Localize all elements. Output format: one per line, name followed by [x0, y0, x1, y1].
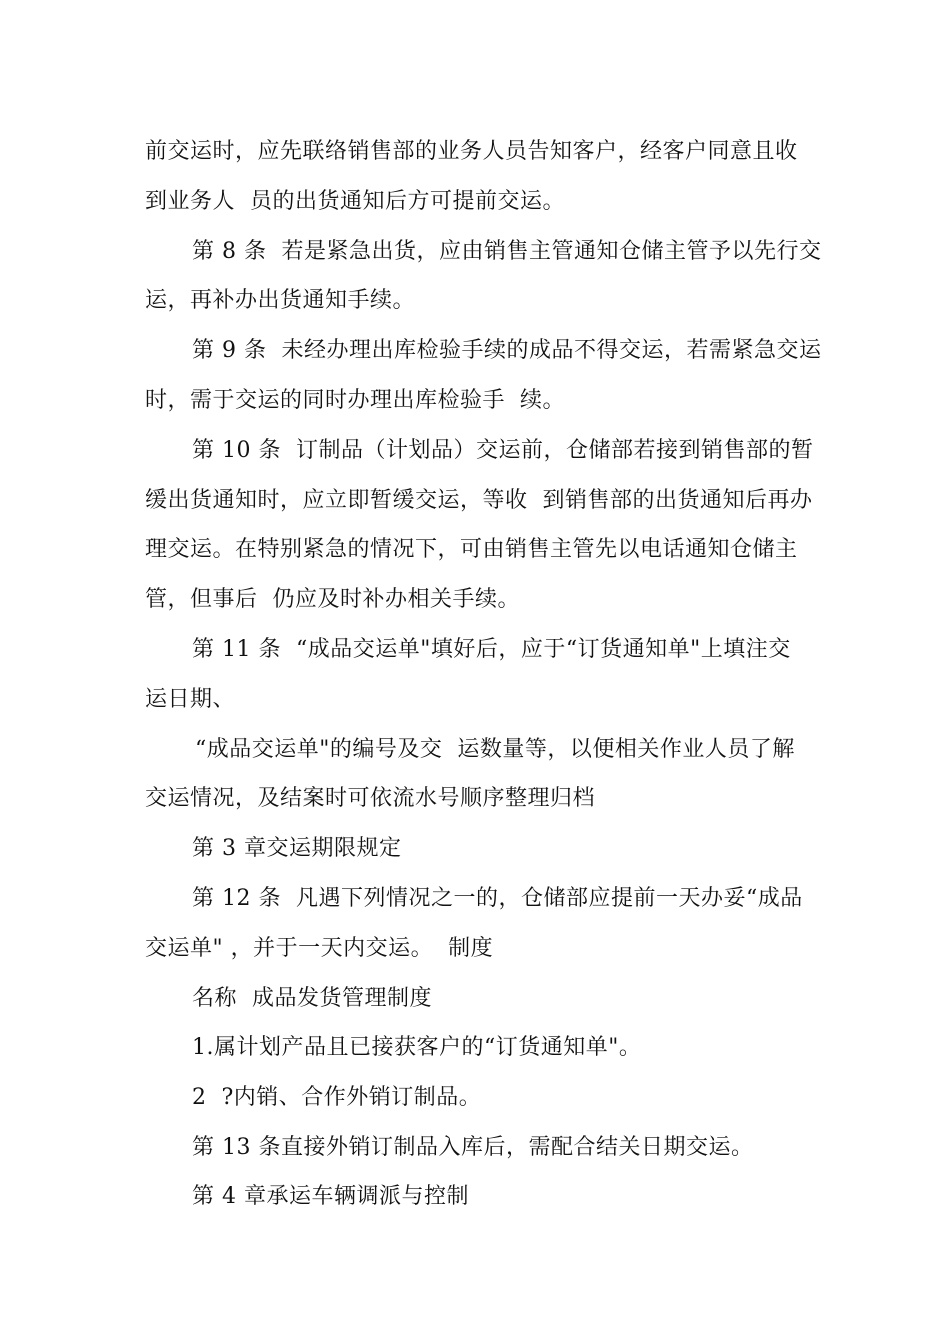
text-line: 名称 成品发货管理制度 [192, 986, 432, 1011]
text-line: 前交运时，应先联络销售部的业务人员告知客户，经客户同意且收 [145, 139, 798, 164]
text-line: 第 10 条 订制品（计划品）交运前，仓储部若接到销售部的暂 [192, 438, 814, 463]
text-line: 运日期、 [145, 687, 236, 712]
text-line: 管，但事后 仍应及时补办相关手续。 [145, 587, 520, 612]
text-line: “成品交运单"的编号及交 运数量等，以便相关作业人员了解 [195, 737, 795, 762]
text-line: 交运单" ，并于一天内交运。 制度 [145, 936, 494, 961]
text-line: 时，需于交运的同时办理出库检验手 续。 [145, 388, 565, 413]
text-line: 第 9 条 未经办理出库检验手续的成品不得交运，若需紧急交运 [192, 338, 822, 363]
text-line: 运，再补办出货通知手续。 [145, 288, 416, 313]
text-line: 到业务人 员的出货通知后方可提前交运。 [145, 189, 565, 214]
text-line: 第 12 条 凡遇下列情况之一的，仓储部应提前一天办妥“成品 [192, 886, 803, 911]
text-line: 第 13 条直接外销订制品入库后，需配合结关日期交运。 [192, 1135, 754, 1160]
list-item: 1.属计划产品且已接获客户的“订货通知单"。 [192, 1035, 642, 1060]
chapter-heading: 第 3 章交运期限规定 [192, 836, 402, 861]
chapter-heading: 第 4 章承运车辆调派与控制 [192, 1184, 469, 1209]
text-line: 缓出货通知时，应立即暂缓交运，等收 到销售部的出货通知后再办 [145, 488, 813, 513]
text-line: 交运情况，及结案时可依流水号顺序整理归档 [145, 786, 596, 811]
text-line: 第 8 条 若是紧急出货，应由销售主管通知仓储主管予以先行交 [192, 239, 822, 264]
text-line: 理交运。在特别紧急的情况下，可由销售主管先以电话通知仓储主 [145, 537, 798, 562]
text-line: 第 11 条 “成品交运单"填好后，应于“订货通知单"上填注交 [192, 637, 791, 662]
list-item: 2 ?内销、合作外销订制品。 [192, 1085, 482, 1110]
